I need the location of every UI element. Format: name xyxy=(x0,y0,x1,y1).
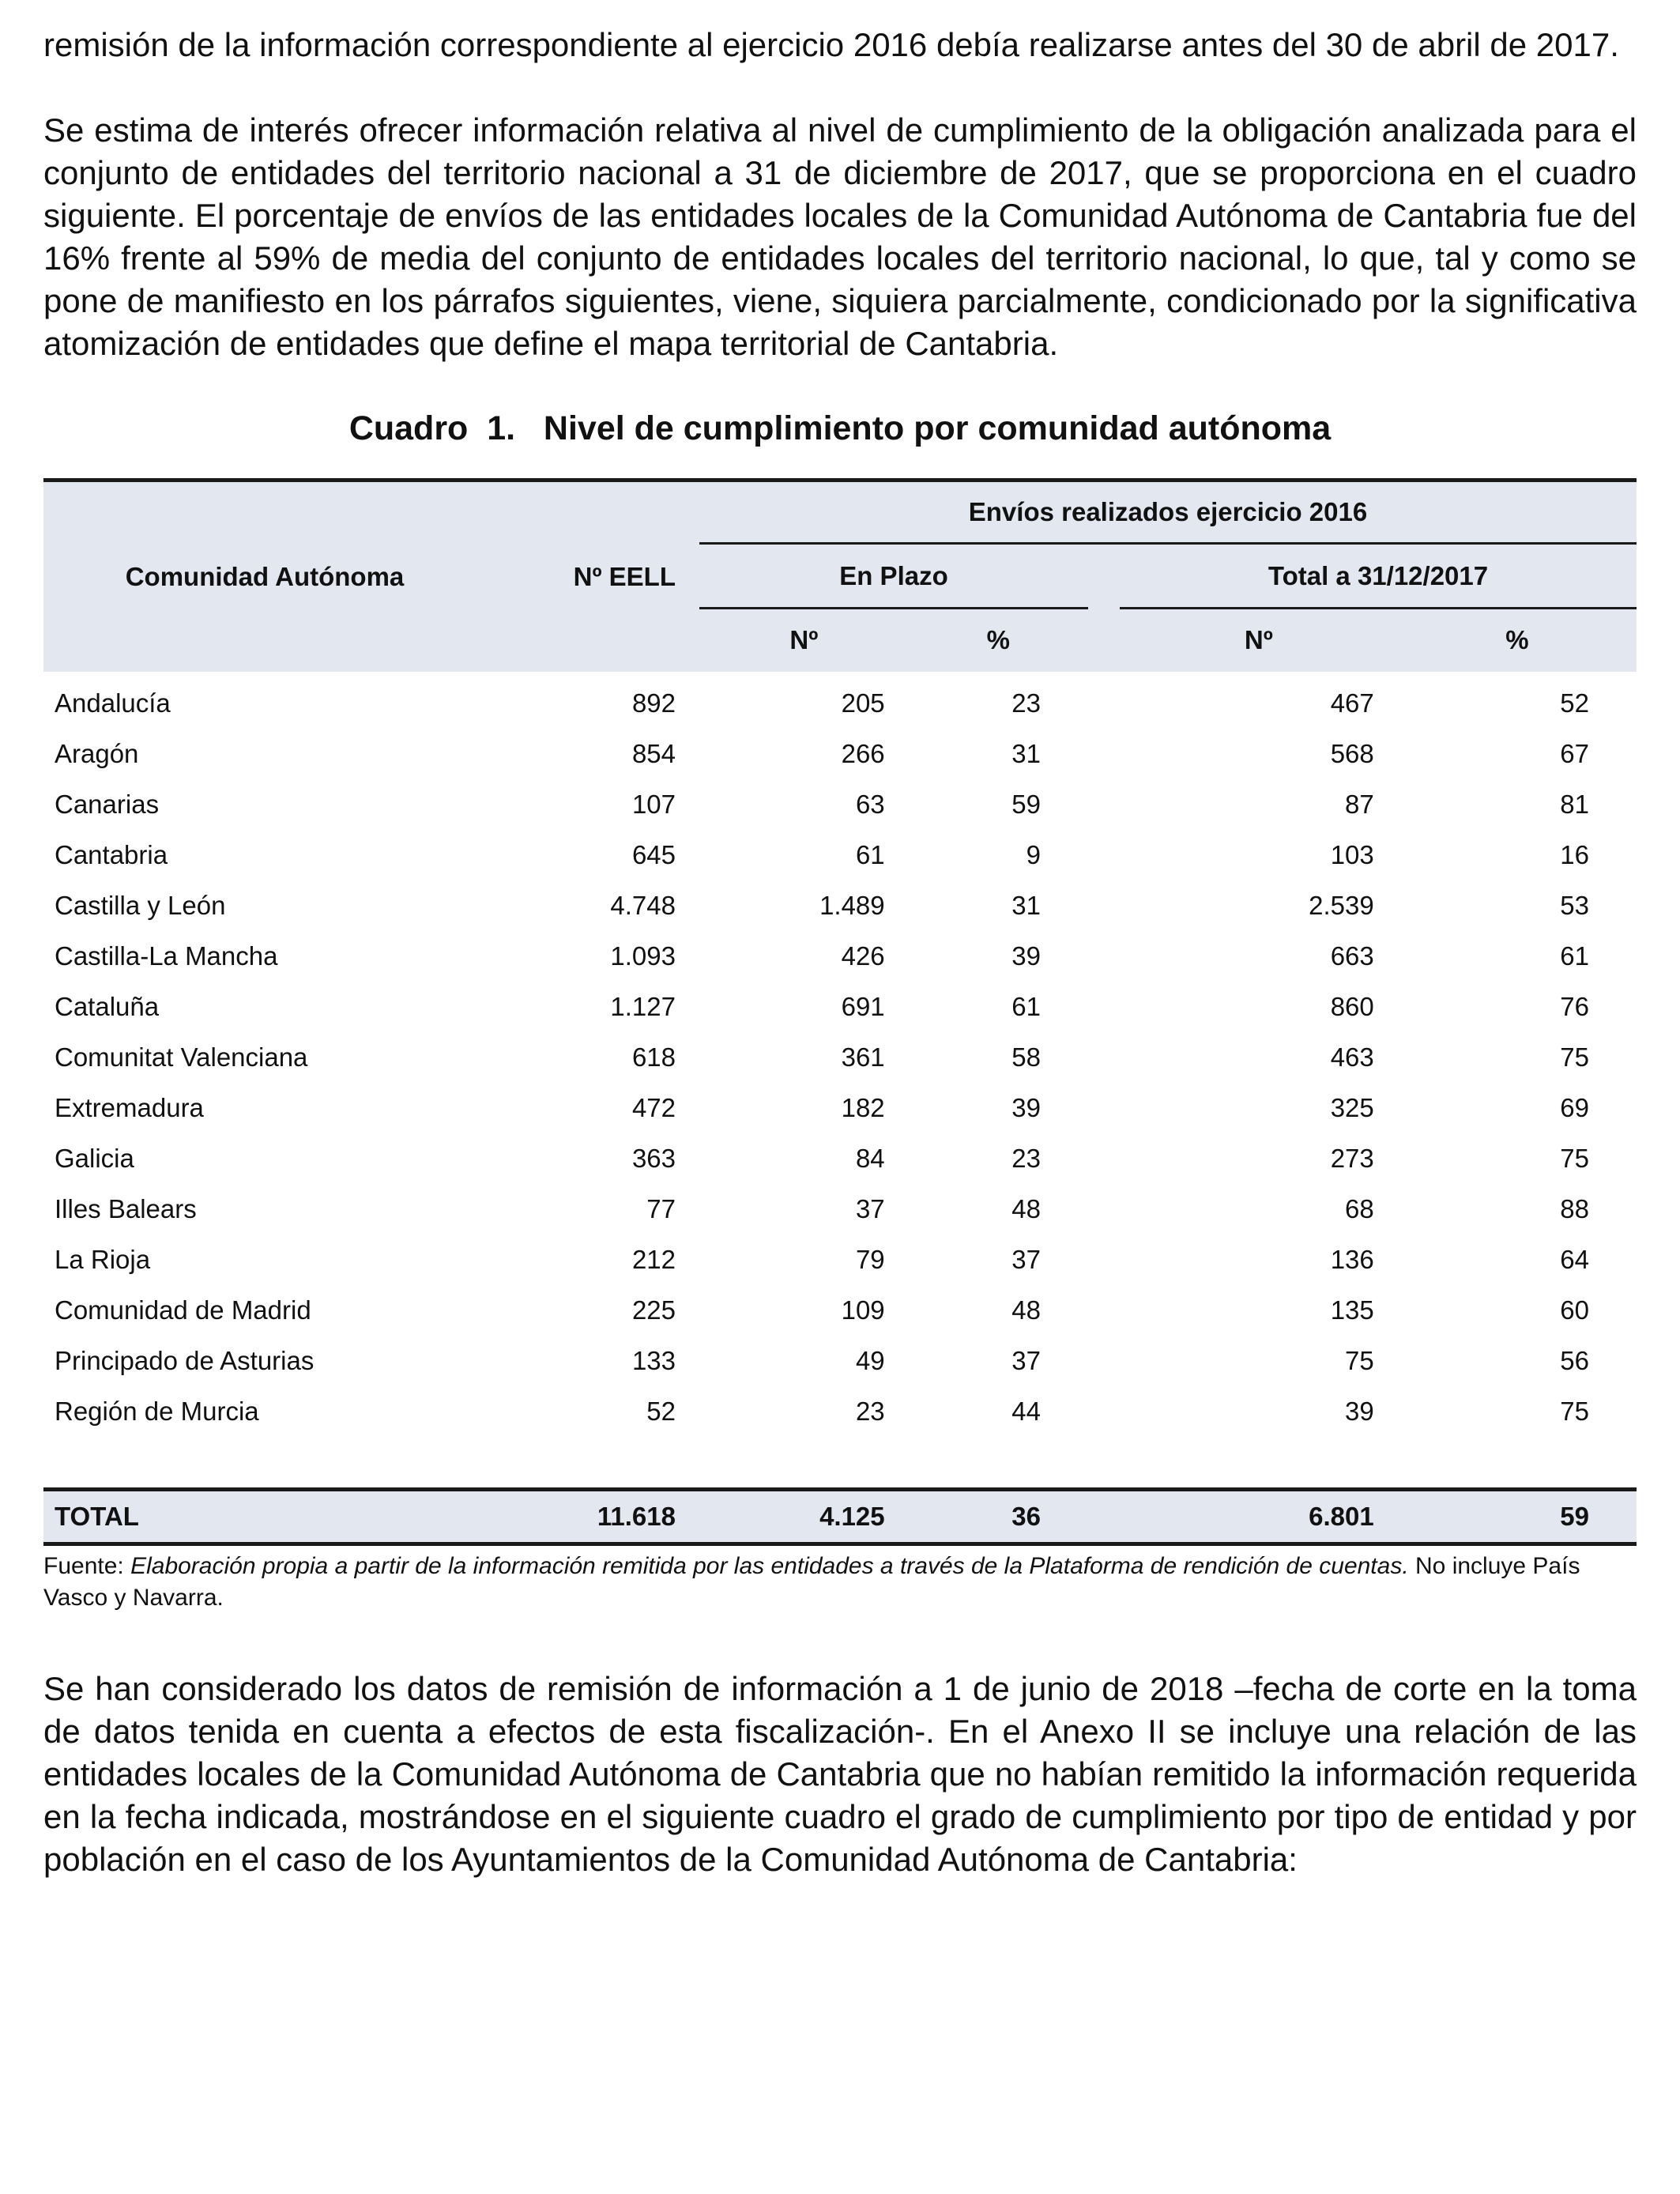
table-row xyxy=(43,1184,1637,1235)
row-name: Cantabria xyxy=(55,839,168,869)
row-plazo-pct: 48 xyxy=(1011,1295,1041,1325)
row-name: Canarias xyxy=(55,789,160,819)
table-row xyxy=(43,729,1637,779)
row-total-pct: 88 xyxy=(1560,1193,1589,1223)
row-total-pct: 61 xyxy=(1560,941,1589,971)
table-caption: Cuadro 1. Nivel de cumplimiento por comunidad autónoma xyxy=(348,409,1332,447)
row-plazo-pct: 9 xyxy=(1026,839,1041,869)
row-plazo-pct: 31 xyxy=(1011,738,1041,768)
row-total-pct: 69 xyxy=(1560,1092,1589,1122)
row-eell: 107 xyxy=(631,789,676,819)
row-name: Comunitat Valenciana xyxy=(55,1042,308,1072)
row-eell: 363 xyxy=(631,1143,676,1173)
row-total-pct: 67 xyxy=(1560,738,1589,768)
row-plazo-pct: 37 xyxy=(1011,1244,1041,1274)
row-total-pct: 76 xyxy=(1560,991,1589,1021)
row-total-pct: 16 xyxy=(1560,839,1589,869)
total-plazo-pct: 36 xyxy=(909,1489,1088,1544)
row-name: Región de Murcia xyxy=(55,1396,259,1426)
row-plazo-pct: 37 xyxy=(1011,1345,1041,1375)
table-row xyxy=(43,1386,1637,1437)
row-total-pct: 53 xyxy=(1560,890,1589,920)
row-plazo-num: 182 xyxy=(841,1092,885,1122)
row-plazo-pct: 23 xyxy=(1011,1143,1041,1173)
row-name: Principado de Asturias xyxy=(55,1345,315,1375)
row-plazo-num: 61 xyxy=(855,839,885,869)
row-eell: 854 xyxy=(631,738,676,768)
row-name: Cataluña xyxy=(55,991,160,1021)
row-total-num: 568 xyxy=(1330,738,1374,768)
row-total-pct: 64 xyxy=(1560,1244,1589,1274)
header-eell: Nº EELL xyxy=(486,481,699,672)
header-en-plazo: En Plazo xyxy=(699,544,1088,609)
row-plazo-num: 79 xyxy=(855,1244,885,1274)
table-row xyxy=(43,779,1637,830)
row-eell: 1.127 xyxy=(610,991,676,1021)
row-plazo-num: 691 xyxy=(841,991,885,1021)
row-plazo-pct: 23 xyxy=(1011,688,1041,718)
row-eell: 133 xyxy=(631,1345,676,1375)
table-row xyxy=(43,1235,1637,1285)
row-eell: 618 xyxy=(631,1042,676,1072)
row-name: Comunidad de Madrid xyxy=(55,1295,311,1325)
total-total-pct: 59 xyxy=(1398,1489,1637,1544)
total-plazo-num: 4.125 xyxy=(699,1489,909,1544)
row-plazo-num: 109 xyxy=(841,1295,885,1325)
row-name: Castilla y León xyxy=(55,890,226,920)
source-text: Elaboración propia a partir de la información remitida por las entidades a través de la Plataforma de rendición de cuentas. xyxy=(130,1552,1409,1579)
row-plazo-num: 1.489 xyxy=(819,890,885,920)
row-plazo-pct: 48 xyxy=(1011,1193,1041,1223)
row-plazo-pct: 39 xyxy=(1011,1092,1041,1122)
row-total-num: 75 xyxy=(1345,1345,1374,1375)
row-plazo-num: 361 xyxy=(841,1042,885,1072)
row-plazo-pct: 31 xyxy=(1011,890,1041,920)
row-plazo-pct: 39 xyxy=(1011,941,1041,971)
row-total-num: 87 xyxy=(1345,789,1374,819)
header-gap xyxy=(1088,544,1120,609)
row-total-pct: 75 xyxy=(1560,1042,1589,1072)
row-plazo-num: 84 xyxy=(855,1143,885,1173)
row-eell: 645 xyxy=(631,839,676,869)
row-name: Castilla-La Mancha xyxy=(55,941,278,971)
row-total-pct: 60 xyxy=(1560,1295,1589,1325)
document-page xyxy=(43,24,1637,1881)
row-total-num: 663 xyxy=(1330,941,1374,971)
row-total-pct: 75 xyxy=(1560,1143,1589,1173)
header-comunidad: Comunidad Autónoma xyxy=(43,481,486,672)
paragraph-2: Se estima de interés ofrecer información relativa al nivel de cumplimiento de la obligación analizada para el conjunto de entidades del territorio nacional a 31 de diciembre de 2017, que se proporciona en el cuadro siguiente. El porcentaje de envíos de las entidades locales de la Comunidad Autónoma de Cantabria fue del 16% frente al 59% de media del conjunto de entidades locales del territorio nacional, lo que, tal y como se pone de manifiesto en los párrafos siguientes, viene, siquiera parcialmente, condicionado por la significativa atomización de entidades que define el mapa territorial de Cantabria. xyxy=(43,111,1637,362)
table-row xyxy=(43,1083,1637,1133)
table-row xyxy=(43,1032,1637,1083)
table-row xyxy=(43,982,1637,1032)
row-eell: 225 xyxy=(631,1295,676,1325)
row-eell: 212 xyxy=(631,1244,676,1274)
row-total-num: 273 xyxy=(1330,1143,1374,1173)
table-row xyxy=(43,1285,1637,1336)
table-row xyxy=(43,830,1637,880)
table-total-row xyxy=(43,1489,1637,1544)
row-total-num: 325 xyxy=(1330,1092,1374,1122)
row-total-num: 2.539 xyxy=(1309,890,1374,920)
row-eell: 52 xyxy=(646,1396,676,1426)
paragraph-3: Se han considerado los datos de remisión de información a 1 de junio de 2018 –fecha de corte en la toma de datos tenida en cuenta a efectos de esta fiscalización-. En el Anexo II se incluye una relación de las entidades locales de la Comunidad Autónoma de Cantabria que no habían remitido la información requerida en la fecha indicada, mostrándose en el siguiente cuadro el grado de cumplimiento por tipo de entidad y por población en el caso de los Ayuntamientos de la Comunidad Autónoma de Cantabria: xyxy=(43,1669,1637,1878)
compliance-table xyxy=(43,478,1637,1546)
row-total-num: 135 xyxy=(1330,1295,1374,1325)
total-label: TOTAL xyxy=(43,1489,486,1544)
row-eell: 4.748 xyxy=(610,890,676,920)
table-row xyxy=(43,931,1637,982)
total-eell: 11.618 xyxy=(486,1489,699,1544)
row-name: Extremadura xyxy=(55,1092,204,1122)
table-row xyxy=(43,880,1637,931)
table-row xyxy=(43,1336,1637,1386)
row-total-pct: 81 xyxy=(1560,789,1589,819)
row-total-num: 103 xyxy=(1330,839,1374,869)
row-total-pct: 75 xyxy=(1560,1396,1589,1426)
row-total-num: 68 xyxy=(1345,1193,1374,1223)
row-plazo-pct: 44 xyxy=(1011,1396,1041,1426)
row-name: La Rioja xyxy=(55,1244,151,1274)
row-total-num: 860 xyxy=(1330,991,1374,1021)
row-total-pct: 56 xyxy=(1560,1345,1589,1375)
row-eell: 77 xyxy=(646,1193,676,1223)
table-source xyxy=(43,1551,1637,1614)
row-name: Illes Balears xyxy=(55,1193,197,1223)
row-eell: 892 xyxy=(631,688,676,718)
row-plazo-pct: 58 xyxy=(1011,1042,1041,1072)
row-plazo-num: 49 xyxy=(855,1345,885,1375)
row-total-num: 467 xyxy=(1330,688,1374,718)
row-name: Andalucía xyxy=(55,688,171,718)
total-total-num: 6.801 xyxy=(1120,1489,1398,1544)
row-total-num: 136 xyxy=(1330,1244,1374,1274)
row-total-num: 463 xyxy=(1330,1042,1374,1072)
header-envios: Envíos realizados ejercicio 2016 xyxy=(699,481,1637,544)
header-total-pct: % xyxy=(1398,609,1637,672)
row-plazo-pct: 59 xyxy=(1011,789,1041,819)
table-body xyxy=(43,672,1637,1437)
header-total-num: Nº xyxy=(1120,609,1398,672)
paragraph-1: remisión de la información correspondiente al ejercicio 2016 debía realizarse antes del 30 de abril de 2017. xyxy=(43,26,1619,63)
row-plazo-pct: 61 xyxy=(1011,991,1041,1021)
table-row xyxy=(43,672,1637,729)
table-row xyxy=(43,1133,1637,1184)
row-plazo-num: 37 xyxy=(855,1193,885,1223)
row-name: Aragón xyxy=(55,738,139,768)
row-plazo-num: 205 xyxy=(841,688,885,718)
row-plazo-num: 23 xyxy=(855,1396,885,1426)
source-label: Fuente: xyxy=(43,1552,131,1579)
row-total-pct: 52 xyxy=(1560,688,1589,718)
header-plazo-pct: % xyxy=(909,609,1088,672)
row-eell: 1.093 xyxy=(610,941,676,971)
row-total-num: 39 xyxy=(1345,1396,1374,1426)
row-name: Galicia xyxy=(55,1143,134,1173)
header-plazo-num: Nº xyxy=(699,609,909,672)
header-total-fecha: Total a 31/12/2017 xyxy=(1120,544,1637,609)
row-eell: 472 xyxy=(631,1092,676,1122)
row-plazo-num: 63 xyxy=(855,789,885,819)
row-plazo-num: 266 xyxy=(841,738,885,768)
source-note: No incluye País Vasco y Navarra. xyxy=(43,1552,1580,1611)
row-plazo-num: 426 xyxy=(841,941,885,971)
